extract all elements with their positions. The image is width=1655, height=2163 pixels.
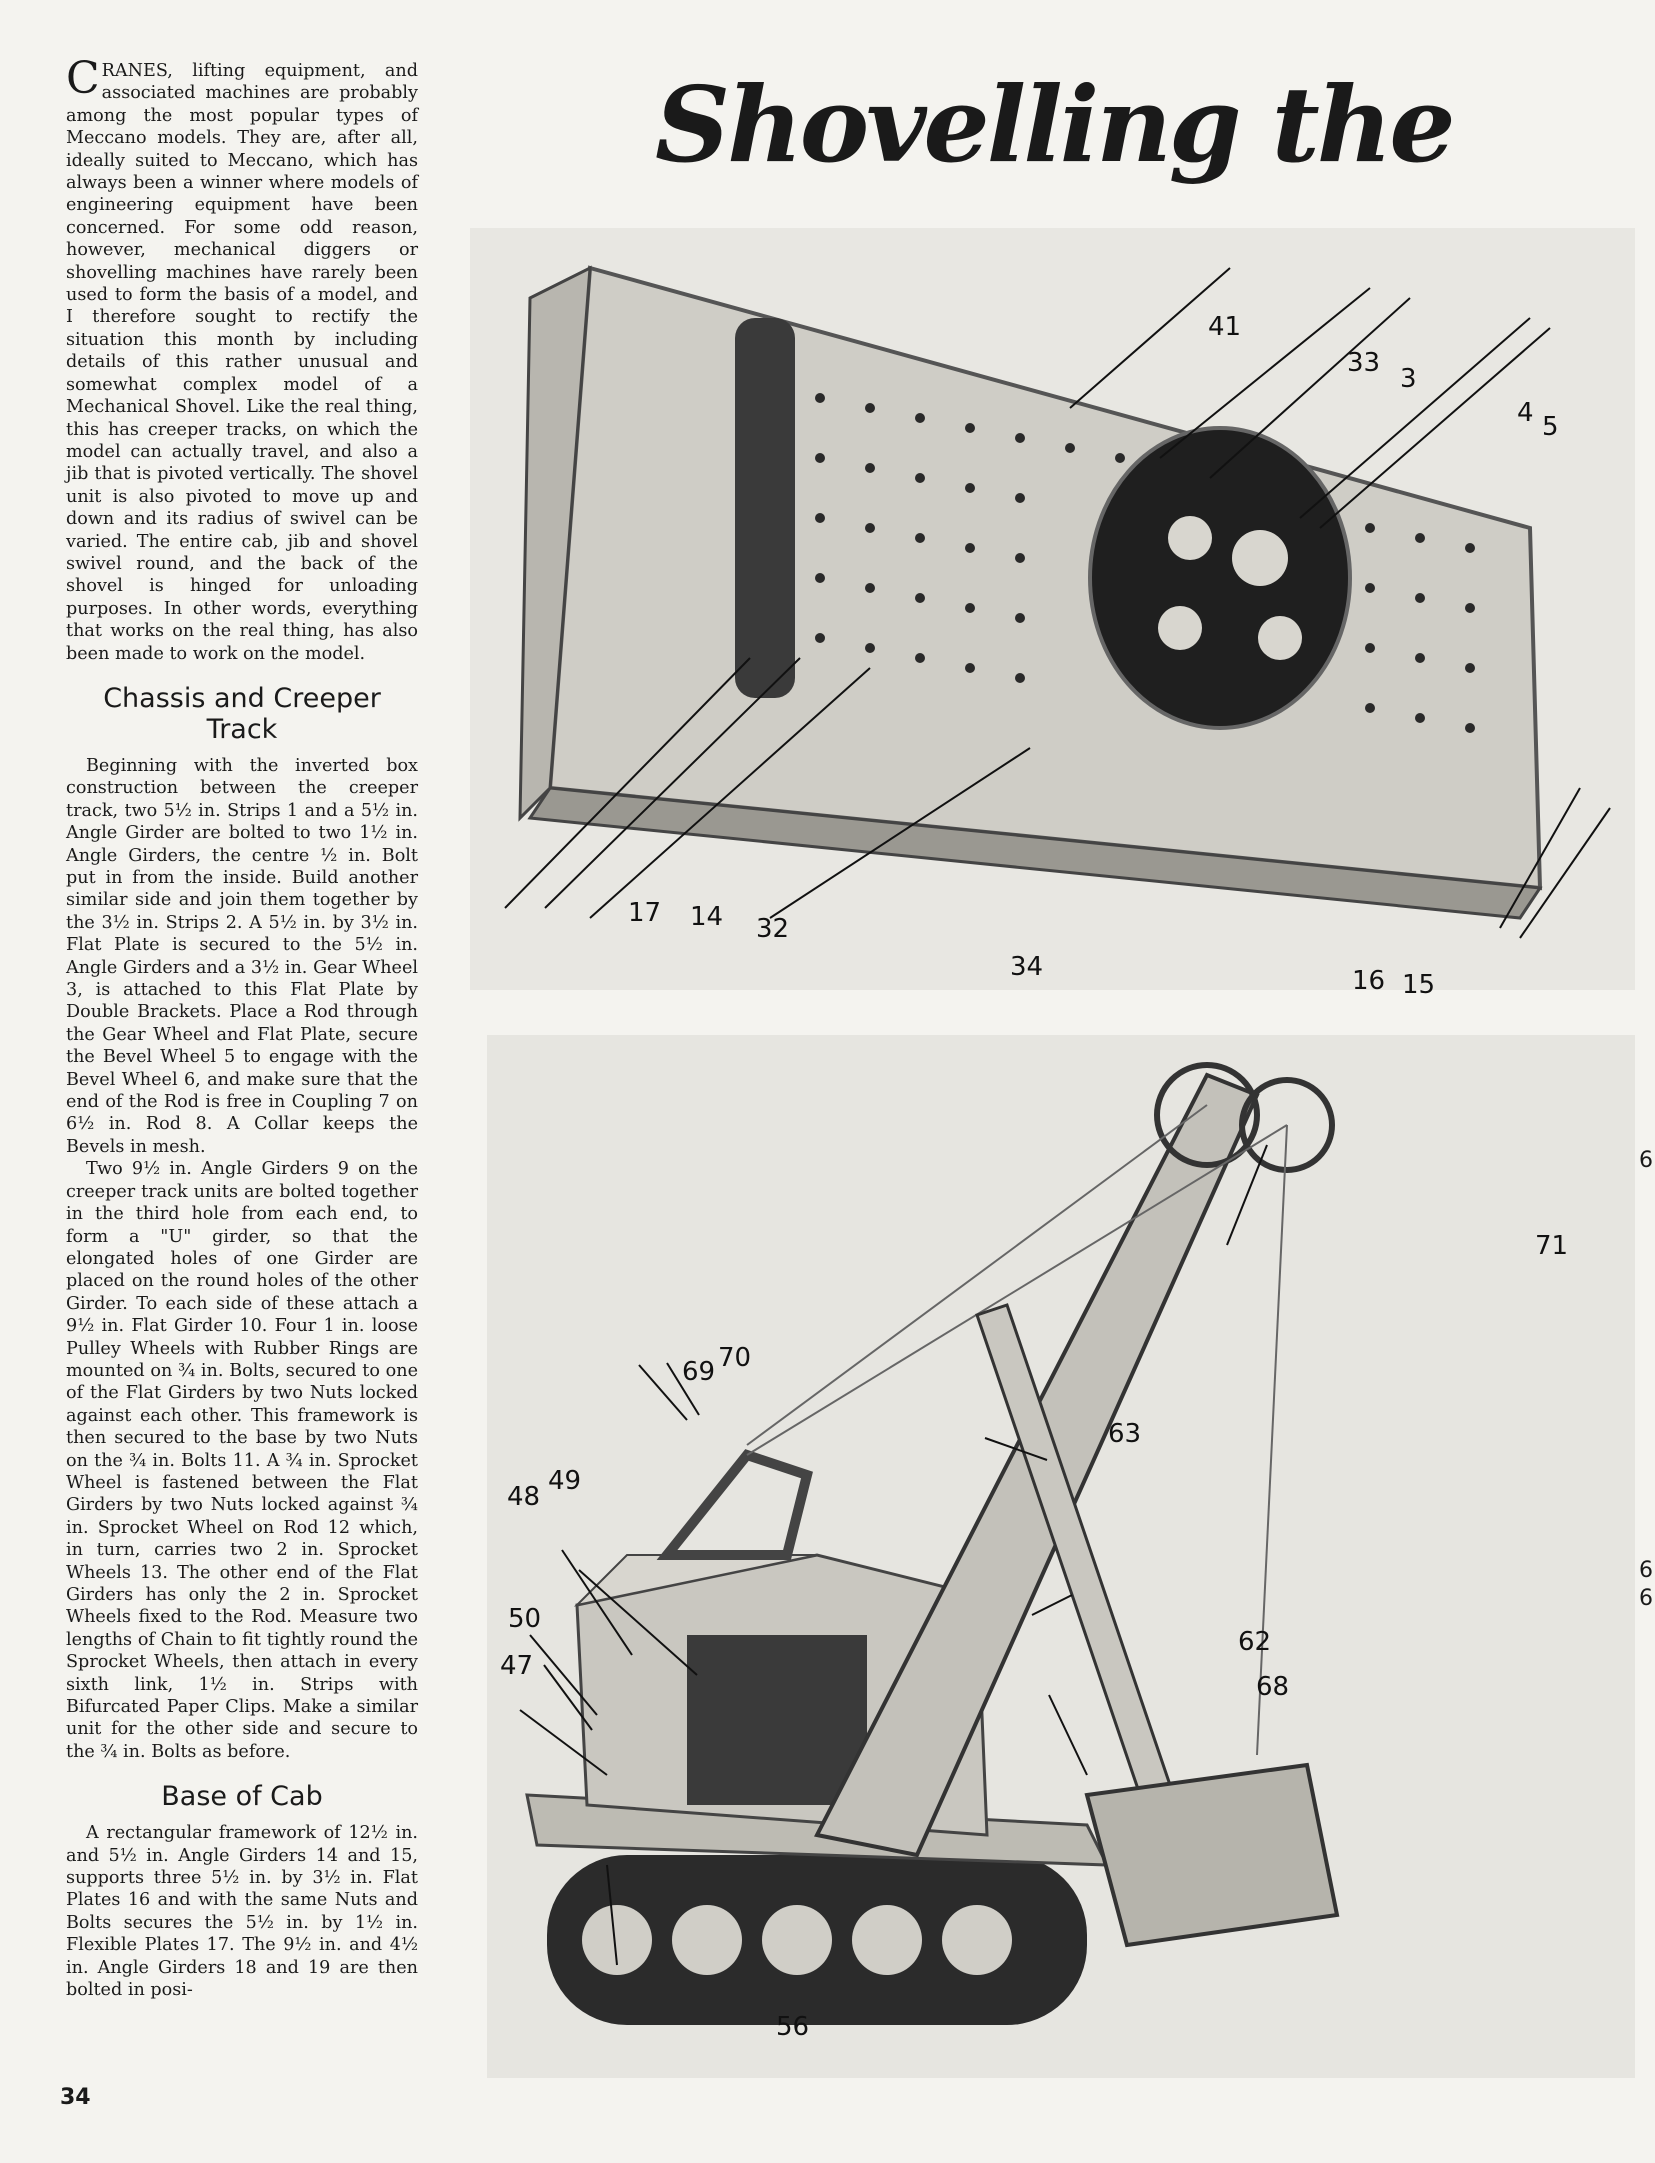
callout-34: 34 — [1010, 952, 1044, 982]
callout-71: 71 — [1535, 1231, 1569, 1261]
callout-4: 4 — [1517, 398, 1534, 428]
callout-48: 48 — [507, 1482, 541, 1512]
callout-5: 5 — [1542, 412, 1559, 442]
chassis-underside-photo — [470, 228, 1635, 990]
section-heading-base-of-cab: Base of Cab — [161, 1781, 323, 1813]
section-heading-chassis: Chassis and Creeper Track — [103, 682, 381, 745]
intro-text: RANES, lifting equipment, and associated machines are probably among the most popular types of Meccano models. They are, after all, ideally suited to Meccano, which has always been a winner where models of engineering equipment have been concerned. For some odd reason, however, mechanical diggers or shovelling machines have rarely been used to form the basis of a model, and I therefore sought to rectify the situation this month by including details of this rather unusual and somewhat complex model of a Mechanical Shovel. Like the real thing, this has creeper tracks, on which the model can actually travel, and also a jib that is pivoted vertically. The shovel unit is also pivoted to move up and down and its radius of swivel can be varied. The entire cab, jib and shovel swivel round, and the back of the shovel is hinged for unloading purposes. In other words, everything that works on the real thing, has also been made to work on the model. — [66, 61, 418, 664]
edge-glyph-1: 6 — [1639, 1148, 1653, 1173]
callout-56: 56 — [776, 2012, 810, 2042]
callout-69: 69 — [682, 1357, 716, 1387]
callout-70: 70 — [718, 1343, 752, 1373]
callout-63: 63 — [1108, 1419, 1142, 1449]
callout-62: 62 — [1238, 1627, 1272, 1657]
callout-32: 32 — [756, 914, 790, 944]
callout-15: 15 — [1402, 970, 1436, 1000]
paragraph-base-of-cab: A rectangular framework of 12½ in. and 5½ in. Angle Girders 14 and 15, supports three 5½ in. by 3½ in. Flat Plates 16 and with the same Nuts and Bolts secures the 5½ in. by 1½ in. Flexible Plates 17. The 9½ in. and 4½ in. Angle Girders 18 and 19 are then bolted in posi- — [66, 1823, 418, 2001]
callout-49: 49 — [548, 1466, 582, 1496]
callout-47: 47 — [500, 1651, 534, 1681]
shovel-illustration — [487, 1035, 1635, 2078]
paragraph-chassis-2: Two 9½ in. Angle Girders 9 on the creeper track units are bolted together in the third hole from each end, to form a "U" girder, so that the elongated holes of one Girder are placed on the round holes of the other Girder. To each side of these attach a 9½ in. Flat Girder 10. Four 1 in. loose Pulley Wheels with Rubber Rings are mounted on ¾ in. Bolts, secured to one of the Flat Girders by two Nuts locked against each other. This framework is then secured to the base by two Nuts on the ¾ in. Bolts 11. A ¾ in. Sprocket Wheel is fastened between the Flat Girders by two Nuts locked against ¾ in. Sprocket Wheel on Rod 12 which, in turn, carries two 2 in. Sprocket Wheels 13. The other end of the Flat Girders has only the 2 in. Sprocket Wheels fixed to the Rod. Measure two lengths of Chain to fit tightly round the Sprocket Wheels, then attach in every sixth link, 1½ in. Strips with Bifurcated Paper Clips. Make a similar unit for the other side and secure to the ¾ in. Bolts as before. — [66, 1159, 418, 1762]
article-text-column — [66, 53, 418, 2002]
page-number: 34 — [60, 2085, 91, 2110]
callout-41: 41 — [1208, 312, 1242, 342]
edge-glyph-3: 6 — [1639, 1586, 1653, 1611]
drop-cap: C — [66, 53, 100, 104]
intro-paragraph — [66, 53, 418, 665]
callout-33: 33 — [1347, 348, 1381, 378]
edge-glyph-2: 6 — [1639, 1558, 1653, 1583]
chassis-illustration — [470, 228, 1635, 990]
callout-16: 16 — [1352, 966, 1386, 996]
callout-3: 3 — [1400, 364, 1417, 394]
paragraph-chassis-1: Beginning with the inverted box construction between the creeper track, two 5½ in. Strips 1 and a 5½ in. Angle Girder are bolted to two 1½ in. Angle Girders, the centre ½ in. Bolt put in from the inside. Build another similar side and join them together by the 3½ in. Strips 2. A 5½ in. by 3½ in. Flat Plate is secured to the 5½ in. Angle Girders and a 3½ in. Gear Wheel 3, is attached to this Flat Plate by Double Brackets. Place a Rod through the Gear Wheel and Flat Plate, secure the Bevel Wheel 5 to engage with the Bevel Wheel 6, and make sure that the end of the Rod is free in Coupling 7 on 6½ in. Rod 8. A Collar keeps the Bevels in mesh. — [66, 755, 418, 1157]
callout-14: 14 — [690, 902, 724, 932]
mechanical-shovel-photo — [487, 1035, 1635, 2078]
callout-68: 68 — [1256, 1672, 1290, 1702]
callout-50: 50 — [508, 1604, 542, 1634]
callout-17: 17 — [628, 898, 662, 928]
headline: Shovelling the — [655, 63, 1453, 186]
